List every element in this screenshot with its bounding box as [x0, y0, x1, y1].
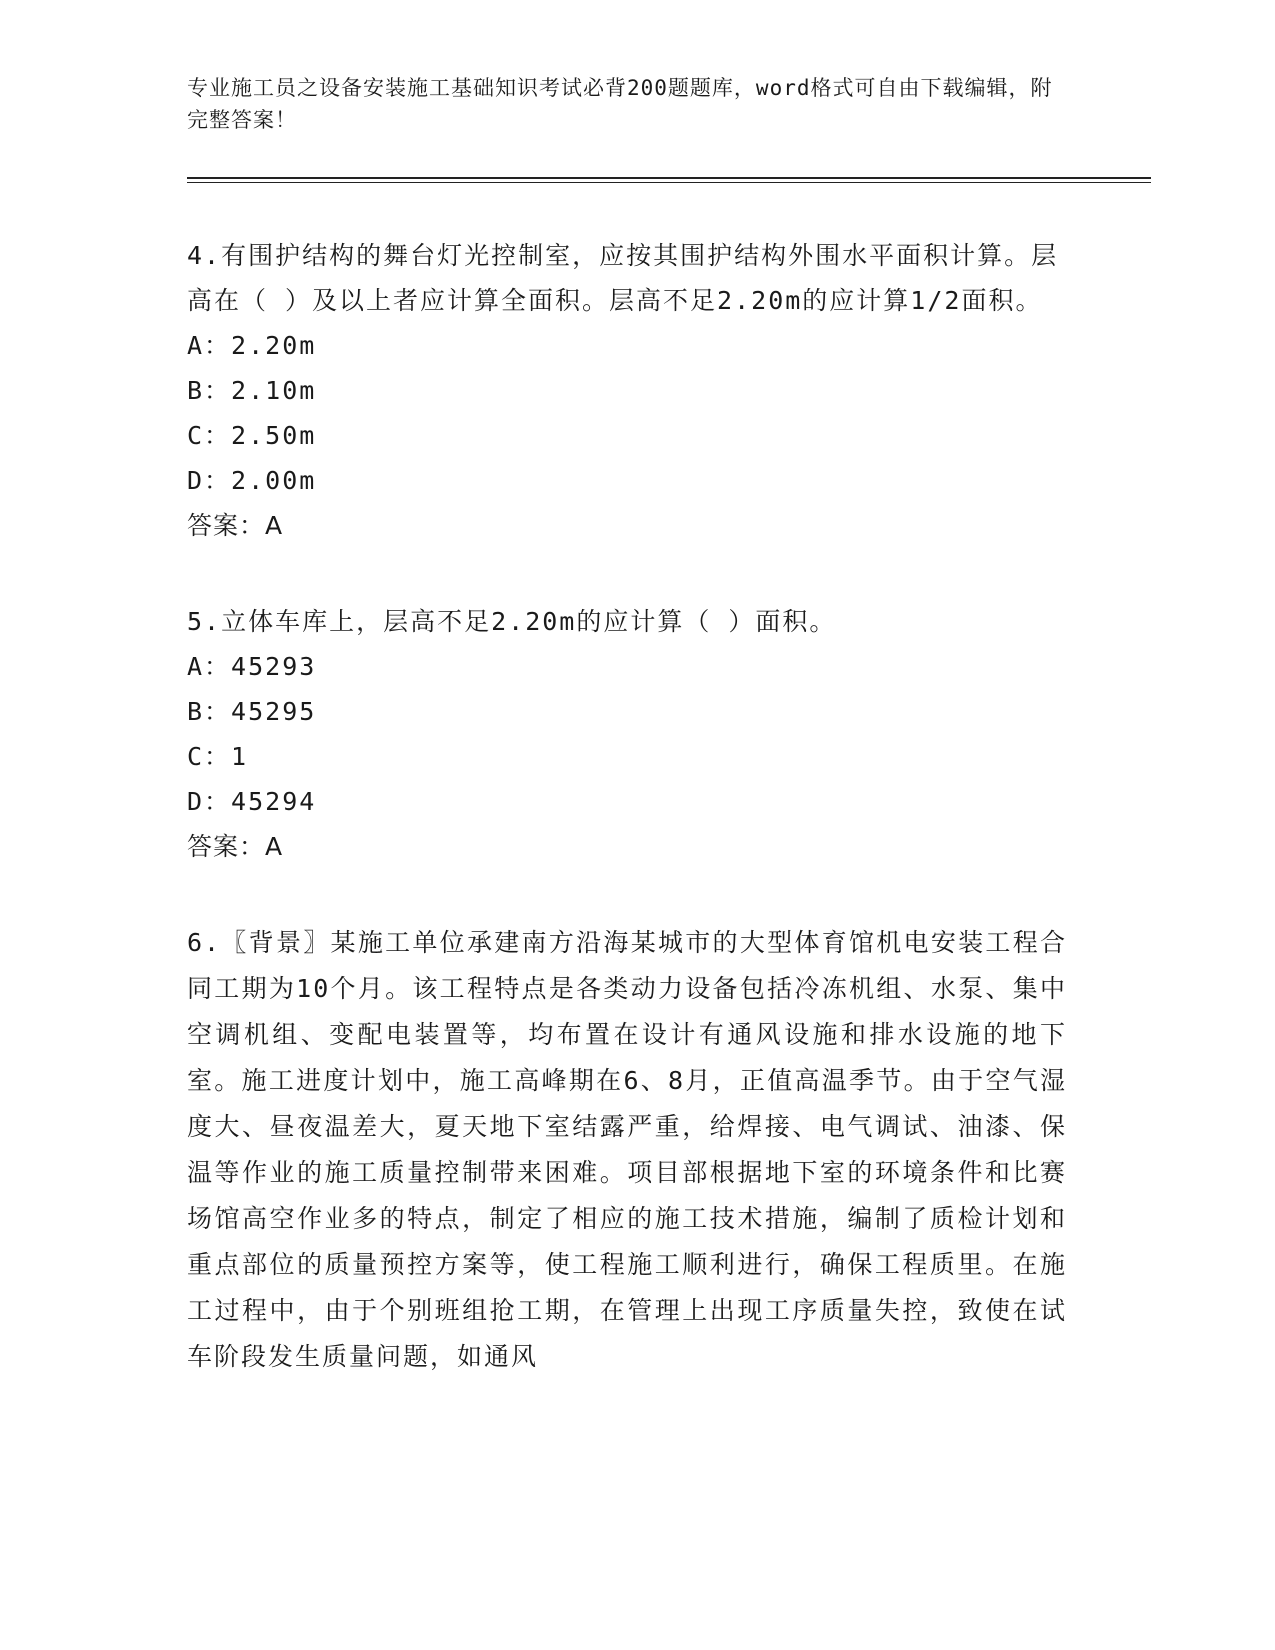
header-title: 专业施工员之设备安装施工基础知识考试必背200题题库，word格式可自由下载编辑，附完整答案！	[187, 76, 1053, 132]
header-divider-thin	[187, 182, 1151, 183]
option-c: C：2.50m	[187, 421, 317, 450]
answer-line: 答案：A	[187, 511, 284, 540]
option-d: D：45294	[187, 787, 317, 816]
question-stem: 5.立体车库上，层高不足2.20m的应计算（ ）面积。	[187, 607, 837, 636]
option-c: C：1	[187, 742, 249, 771]
option-a: A：45293	[187, 652, 317, 681]
option-b: B：45295	[187, 697, 317, 726]
option-b: B：2.10m	[187, 376, 317, 405]
answer-line: 答案：A	[187, 832, 284, 861]
option-d: D：2.00m	[187, 466, 317, 495]
option-a: A：2.20m	[187, 331, 317, 360]
question-stem: 4.有围护结构的舞台灯光控制室，应按其围护结构外围水平面积计算。层高在（ ）及以上者应计算全面积。层高不足2.20m的应计算1/2面积。	[187, 241, 1059, 315]
document-header	[187, 72, 1067, 136]
question-list	[187, 233, 1067, 1431]
question-stem: 6.〖背景〗某施工单位承建南方沿海某城市的大型体育馆机电安装工程合同工期为10个月。该工程特点是各类动力设备包括冷冻机组、水泵、集中空调机组、变配电装置等，均布置在设计有通风设施和排水设施的地下室。施工进度计划中，施工高峰期在6、8月，正值高温季节。由于空气湿度大、昼夜温差大，夏天地下室结露严重，给焊接、电气调试、油漆、保温等作业的施工质量控制带来困难。项目部根据地下室的环境条件和比赛场馆高空作业多的特点，制定了相应的施工技术措施，编制了质检计划和重点部位的质量预控方案等，使工程施工顺利进行，确保工程质里。在施工过程中，由于个别班组抢工期，在管理上出现工序质量失控，致使在试车阶段发生质量问题，如通风	[187, 928, 1067, 1371]
header-divider-thick	[187, 177, 1151, 179]
question-6	[187, 920, 1067, 1380]
question-4	[187, 233, 1067, 548]
question-5	[187, 599, 1067, 869]
